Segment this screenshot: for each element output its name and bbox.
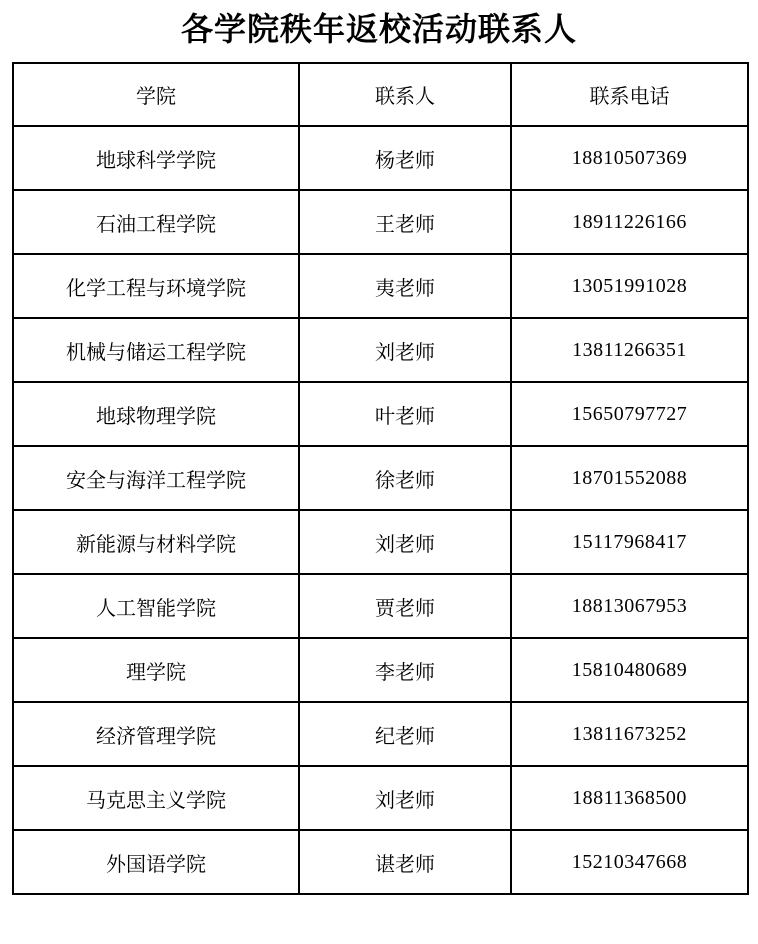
- contact-cell: 纪老师: [299, 702, 511, 766]
- college-cell: 理学院: [13, 638, 299, 702]
- column-header-contact: 联系人: [299, 63, 511, 126]
- table-row: [13, 638, 748, 702]
- college-cell: 经济管理学院: [13, 702, 299, 766]
- contact-cell: 王老师: [299, 190, 511, 254]
- table-row: [13, 254, 748, 318]
- phone-cell: 15650797727: [511, 382, 748, 446]
- table-row: [13, 382, 748, 446]
- phone-cell: 13051991028: [511, 254, 748, 318]
- table-row: [13, 830, 748, 894]
- college-cell: 人工智能学院: [13, 574, 299, 638]
- contact-cell: 夷老师: [299, 254, 511, 318]
- phone-cell: 18911226166: [511, 190, 748, 254]
- phone-cell: 18701552088: [511, 446, 748, 510]
- phone-cell: 13811266351: [511, 318, 748, 382]
- contact-cell: 谌老师: [299, 830, 511, 894]
- college-cell: 新能源与材料学院: [13, 510, 299, 574]
- column-header-phone: 联系电话: [511, 63, 748, 126]
- college-cell: 马克思主义学院: [13, 766, 299, 830]
- phone-cell: 15117968417: [511, 510, 748, 574]
- column-header-college: 学院: [13, 63, 299, 126]
- phone-cell: 15210347668: [511, 830, 748, 894]
- table-row: [13, 318, 748, 382]
- header-row: [13, 63, 748, 126]
- phone-cell: 18810507369: [511, 126, 748, 190]
- contact-cell: 杨老师: [299, 126, 511, 190]
- phone-cell: 18811368500: [511, 766, 748, 830]
- table-row: [13, 766, 748, 830]
- table-row: [13, 446, 748, 510]
- contact-cell: 徐老师: [299, 446, 511, 510]
- college-cell: 地球物理学院: [13, 382, 299, 446]
- table-row: [13, 126, 748, 190]
- table-row: [13, 190, 748, 254]
- contact-cell: 刘老师: [299, 318, 511, 382]
- table-row: [13, 510, 748, 574]
- phone-cell: 15810480689: [511, 638, 748, 702]
- page-title: 各学院秩年返校活动联系人: [180, 11, 577, 47]
- contacts-table: [12, 62, 749, 895]
- contact-cell: 叶老师: [299, 382, 511, 446]
- college-cell: 机械与储运工程学院: [13, 318, 299, 382]
- college-cell: 地球科学学院: [13, 126, 299, 190]
- college-cell: 外国语学院: [13, 830, 299, 894]
- phone-cell: 13811673252: [511, 702, 748, 766]
- college-cell: 化学工程与环境学院: [13, 254, 299, 318]
- college-cell: 安全与海洋工程学院: [13, 446, 299, 510]
- contact-cell: 刘老师: [299, 510, 511, 574]
- college-cell: 石油工程学院: [13, 190, 299, 254]
- contact-cell: 刘老师: [299, 766, 511, 830]
- table-row: [13, 574, 748, 638]
- table-row: [13, 702, 748, 766]
- contact-cell: 贾老师: [299, 574, 511, 638]
- contact-cell: 李老师: [299, 638, 511, 702]
- phone-cell: 18813067953: [511, 574, 748, 638]
